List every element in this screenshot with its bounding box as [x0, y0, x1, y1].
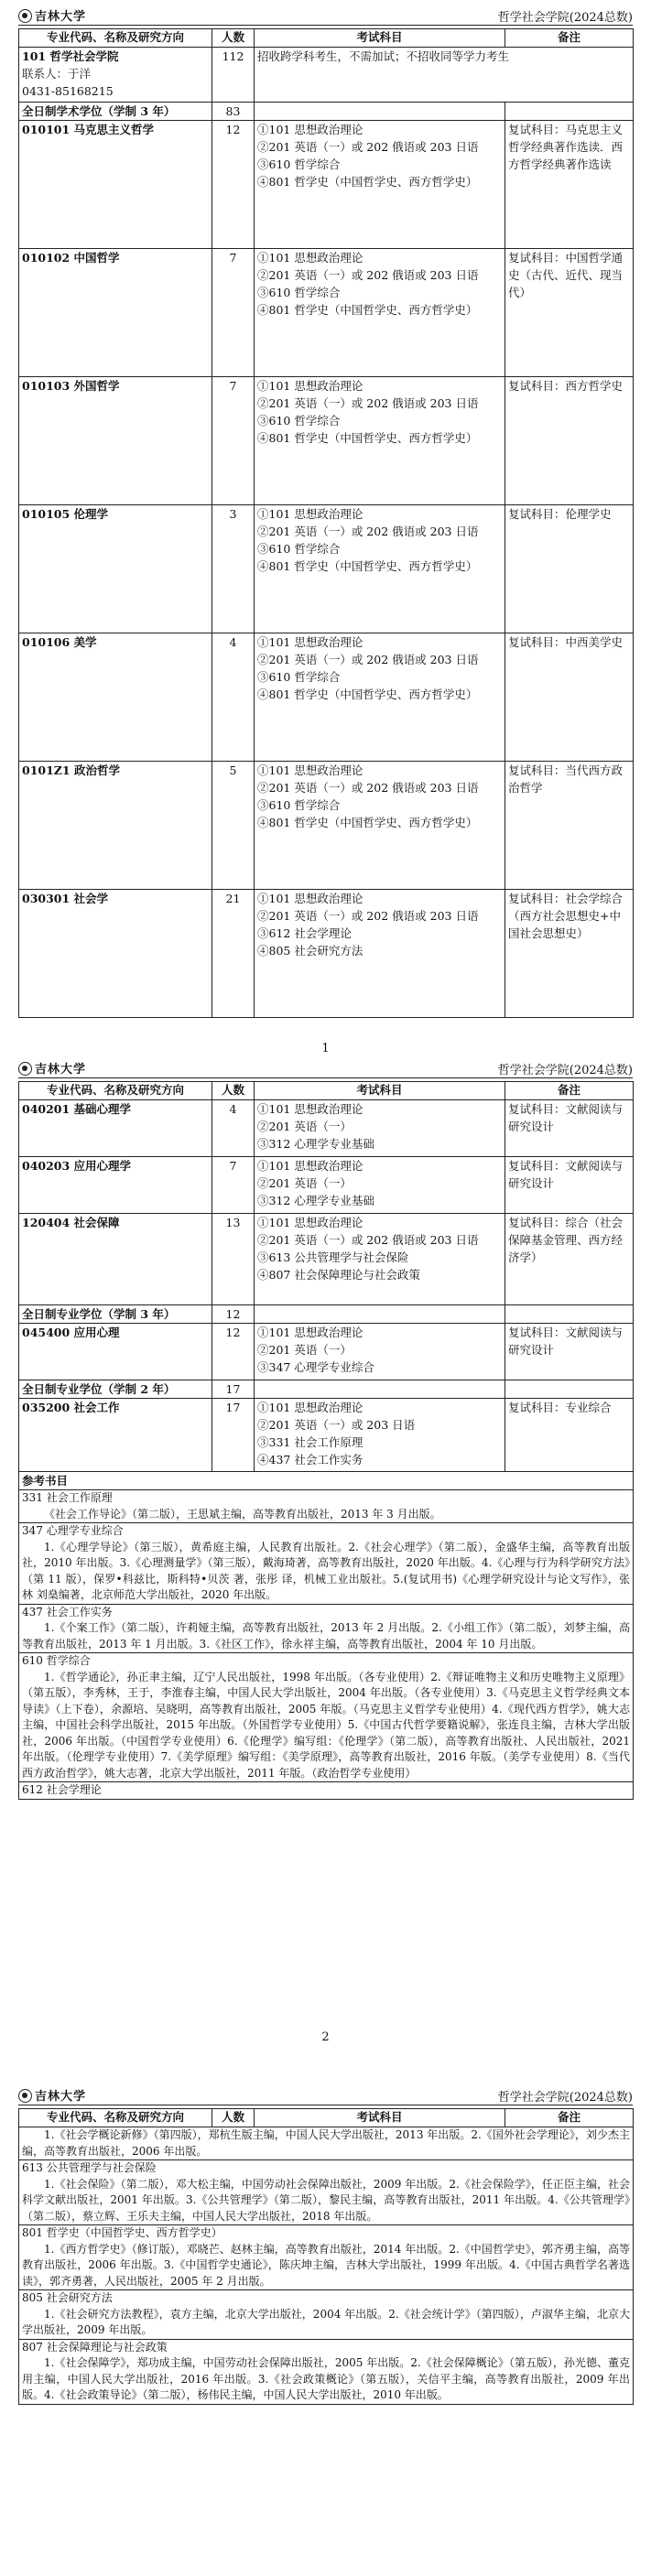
exam-subject: ②201 英语（一）或 202 俄语或 203 日语: [257, 1233, 479, 1247]
exam-subject: ④801 哲学史（中国哲学史、西方哲学史）: [257, 816, 478, 829]
reference-subject: 807 社会保障理论与社会政策: [22, 2340, 168, 2354]
retest-note: 复试科目：专业综合: [505, 1399, 634, 1472]
reference-books: 1.《心理学导论》（第三版），黄希庭主编，人民教育出版社。2.《社会心理学》（第二版），金盛华主编，高等教育出版社，2010 年出版。3.《心理测量学》（第三版），戴海琦著，高等教育出版社，2020 年出版。4.《心理与行为科学研究方法》（第 11 版），保罗•科兹比，斯科特•贝茨 著，张彤 译，机械工业出版社。5.(复试用书)《心理学研究设计与论文写作》，张林 刘燊编著，北京师范大学出版社，2020 年出版。: [22, 1540, 630, 1601]
retest-note: 复试科目：伦理学史: [505, 505, 634, 633]
col-header-subjects: 考试科目: [255, 1082, 505, 1100]
major-code-name: 120404 社会保障: [19, 1214, 212, 1305]
degree-type-label: 全日制学术学位（学制 3 年）: [19, 103, 212, 121]
reference-cell: [19, 2127, 634, 2160]
reference-subject: 612 社会学理论: [22, 1783, 102, 1796]
exam-subjects: [255, 890, 505, 1018]
col-header-count: 人数: [212, 2109, 255, 2127]
exam-subject: ③331 社会工作原理: [257, 1435, 363, 1449]
retest-note: 复试科目：文献阅读与研究设计: [505, 1100, 634, 1157]
exam-subject: ②201 英语（一）或 203 日语: [257, 1418, 416, 1432]
exam-subjects: [255, 633, 505, 762]
degree-type-count: 12: [212, 1305, 255, 1324]
major-code-name: 040201 基础心理学: [19, 1100, 212, 1157]
enrollment-count: 3: [212, 505, 255, 633]
exam-subject: ①101 思想政治理论: [257, 379, 363, 393]
enrollment-count: 7: [212, 1157, 255, 1214]
major-row: [19, 377, 634, 505]
col-header-notes: 备注: [505, 2109, 634, 2127]
exam-subject: ②201 英语（一）或 202 俄语或 203 日语: [257, 396, 479, 410]
exam-subject: ③613 公共管理学与社会保险: [257, 1250, 409, 1264]
exam-subject: ②201 英语（一）: [257, 1176, 352, 1190]
col-header-subjects: 考试科目: [255, 2109, 505, 2127]
exam-subject: ②201 英语（一）或 202 俄语或 203 日语: [257, 525, 479, 538]
exam-subjects: [255, 1157, 505, 1214]
exam-subject: ②201 英语（一）或 202 俄语或 203 日语: [257, 781, 479, 795]
reference-subject: 801 哲学史（中国哲学史、西方哲学史）: [22, 2226, 222, 2239]
major-code-name: 010106 美学: [19, 633, 212, 762]
college-title: 哲学社会学院(2024总数): [497, 11, 633, 25]
contact-person: 联系人：于洋: [22, 67, 92, 81]
college-name: 101 哲学社会学院: [22, 49, 119, 63]
degree-type-row: [19, 1380, 634, 1399]
reference-entry: [19, 2225, 634, 2290]
exam-subjects: [255, 121, 505, 249]
exam-subject: ④805 社会研究方法: [257, 944, 363, 958]
major-code-name: 035200 社会工作: [19, 1399, 212, 1472]
exam-subject: ②201 英语（一）或 202 俄语或 203 日语: [257, 140, 479, 154]
exam-subjects: [255, 377, 505, 505]
exam-subject: ③612 社会学理论: [257, 926, 352, 940]
reference-entry: [19, 2290, 634, 2340]
reference-entry: [19, 1490, 634, 1523]
exam-subject: ②201 英语（一）或 202 俄语或 203 日语: [257, 653, 479, 666]
page-number: 2: [321, 2030, 330, 2044]
exam-subjects: [255, 1399, 505, 1472]
exam-subject: ④801 哲学史（中国哲学史、西方哲学史）: [257, 559, 478, 573]
exam-subject: ②201 英语（一）或 202 俄语或 203 日语: [257, 909, 479, 923]
exam-subject: ②201 英语（一）或 202 俄语或 203 日语: [257, 268, 479, 282]
degree-type-row: [19, 103, 634, 121]
major-row: [19, 762, 634, 890]
exam-subject: ①101 思想政治理论: [257, 1326, 363, 1339]
college-info: [19, 48, 212, 103]
major-row: [19, 121, 634, 249]
exam-subject: ③610 哲学综合: [257, 798, 341, 812]
enrollment-count: 7: [212, 249, 255, 377]
university-logo: 吉林大学: [18, 6, 86, 24]
enrollment-count: 21: [212, 890, 255, 1018]
major-row: [19, 1324, 634, 1380]
reference-books: 1.《社会保险》（第二版），邓大松主编，中国劳动社会保障出版社，2009 年出版。2.《社会保险学》，任正臣主编，社会科学文献出版社，2001 年出版。3.《公共管理学》（第二版），黎民主编，高等教育出版社，2011 年出版。4.《公共管理学》（第二版），蔡立辉、王乐夫主编，中国人民大学出版社，2018 年出版。: [22, 2177, 630, 2223]
seal-icon: [18, 2089, 32, 2103]
admission-table: [18, 1081, 634, 1800]
reference-books: 1.《哲学通论》，孙正聿主编，辽宁人民出版社，1998 年出版。（各专业使用）2.《辩证唯物主义和历史唯物主义原理》（第五版），李秀林，王于，李淮春主编，中国人民大学出版社，2004 年出版。（各专业使用）3.《马克思主义哲学经典文本导读》（上下卷），余源培、吴晓明，高等教育出版社，2005 年版。（马克思主义哲学专业使用）4.《现代西方哲学》，姚大志主编，中国社会科学出版社，2015 年出版。（外国哲学专业使用）5.《中国古代哲学要籍说解》，张连良主编，吉林大学出版社，2006 年出版。（中国哲学专业使用）6.《伦理学》编写组：《伦理学》（第二版），高等教育出版社、人民出版社，2021 年出版。（伦理学专业使用）7.《美学原理》编写组：《美学原理》，高等教育出版社，2016 年版。（美学专业使用）8.《当代西方政治哲学》，姚大志著，北京大学出版社，2011 年版。（政治哲学专业使用）: [22, 1670, 630, 1780]
enrollment-count: 4: [212, 1100, 255, 1157]
exam-subjects: [255, 1324, 505, 1380]
reference-cell: [19, 2225, 634, 2290]
retest-note: 复试科目：中西美学史: [505, 633, 634, 762]
exam-subject: ③610 哲学综合: [257, 670, 341, 684]
exam-subject: ③610 哲学综合: [257, 157, 341, 171]
retest-note: 复试科目：文献阅读与研究设计: [505, 1324, 634, 1380]
retest-note: 复试科目：综合（社会保障基金管理、西方经济学）: [505, 1214, 634, 1305]
college-title: 哲学社会学院(2024总数): [497, 1064, 633, 1077]
enrollment-count: 17: [212, 1399, 255, 1472]
exam-subject: ④807 社会保障理论与社会政策: [257, 1268, 420, 1282]
reference-entry: [19, 2339, 634, 2404]
col-header-count: 人数: [212, 29, 255, 48]
enrollment-count: 5: [212, 762, 255, 890]
exam-subject: ①101 思想政治理论: [257, 1216, 363, 1229]
reference-subject: 331 社会工作原理: [22, 1491, 113, 1504]
enrollment-count: 4: [212, 633, 255, 762]
major-row: [19, 505, 634, 633]
major-row: [19, 1399, 634, 1472]
page-2: [18, 1058, 633, 2044]
major-code-name: 040203 应用心理学: [19, 1157, 212, 1214]
major-code-name: 010105 伦理学: [19, 505, 212, 633]
major-code-name: 010103 外国哲学: [19, 377, 212, 505]
col-header-notes: 备注: [505, 29, 634, 48]
reference-subject: 610 哲学综合: [22, 1654, 91, 1667]
exam-subject: ①101 思想政治理论: [257, 1159, 363, 1173]
degree-type-label: 全日制专业学位（学制 2 年）: [19, 1380, 212, 1399]
enrollment-count: 13: [212, 1214, 255, 1305]
reference-entry: [19, 1523, 634, 1605]
retest-note: 复试科目：文献阅读与研究设计: [505, 1157, 634, 1214]
university-logo: 吉林大学: [18, 2086, 86, 2104]
reference-subject: 437 社会工作实务: [22, 1605, 113, 1618]
page-header: [18, 5, 633, 26]
degree-type-count: 83: [212, 103, 255, 121]
exam-subjects: [255, 762, 505, 890]
exam-subjects: [255, 1100, 505, 1157]
major-code-name: 010102 中国哲学: [19, 249, 212, 377]
exam-subject: ②201 英语（一）: [257, 1343, 352, 1357]
col-header-major: 专业代码、名称及研究方向: [19, 29, 212, 48]
col-header-subjects: 考试科目: [255, 29, 505, 48]
major-code-name: 045400 应用心理: [19, 1324, 212, 1380]
seal-icon: [18, 1062, 32, 1076]
university-logo: 吉林大学: [18, 1059, 86, 1077]
retest-note: 复试科目：西方哲学史: [505, 377, 634, 505]
exam-subject: ③610 哲学综合: [257, 542, 341, 556]
major-row: [19, 1100, 634, 1157]
exam-subject: ④801 哲学史（中国哲学史、西方哲学史）: [257, 431, 478, 445]
major-row: [19, 633, 634, 762]
seal-icon: [18, 9, 32, 23]
col-header-major: 专业代码、名称及研究方向: [19, 2109, 212, 2127]
reference-table: [18, 2108, 634, 2405]
exam-subject: ③610 哲学综合: [257, 286, 341, 299]
college-row: [19, 48, 634, 103]
reference-books: 1.《社会研究方法教程》，袁方主编，北京大学出版社，2004 年出版。2.《社会统计学》（第四版），卢淑华主编，北京大学出版社，2009 年出版。: [22, 2307, 630, 2336]
college-title: 哲学社会学院(2024总数): [497, 2091, 633, 2105]
exam-subject: ③312 心理学专业基础: [257, 1137, 374, 1151]
college-note: 招收跨学科考生，不需加试；不招收同等学力考生: [255, 48, 634, 103]
exam-subjects: [255, 1214, 505, 1305]
exam-subject: ①101 思想政治理论: [257, 635, 363, 649]
degree-type-count: 17: [212, 1380, 255, 1399]
col-header-major: 专业代码、名称及研究方向: [19, 1082, 212, 1100]
page-number: 1: [321, 1042, 330, 1055]
reference-books: 《社会工作导论》（第二版），王思斌主编，高等教育出版社，2013 年 3 月出版。: [44, 1507, 441, 1521]
col-header-count: 人数: [212, 1082, 255, 1100]
reference-subject: 347 心理学专业综合: [22, 1524, 124, 1537]
college-count: 112: [212, 48, 255, 103]
degree-type-row: [19, 1305, 634, 1324]
exam-subject: ④801 哲学史（中国哲学史、西方哲学史）: [257, 175, 478, 189]
exam-subject: ④801 哲学史（中国哲学史、西方哲学史）: [257, 303, 478, 317]
page-3: [18, 2085, 633, 2405]
col-header-notes: 备注: [505, 1082, 634, 1100]
exam-subjects: [255, 505, 505, 633]
page-header: [18, 2085, 633, 2105]
exam-subject: ③610 哲学综合: [257, 414, 341, 428]
degree-type-label: 全日制专业学位（学制 3 年）: [19, 1305, 212, 1324]
page-1: [18, 5, 633, 1055]
exam-subject: ①101 思想政治理论: [257, 892, 363, 905]
enrollment-count: 12: [212, 121, 255, 249]
reference-subject: 613 公共管理学与社会保险: [22, 2161, 157, 2174]
enrollment-count: 7: [212, 377, 255, 505]
table-header-row: [19, 2109, 634, 2127]
major-code-name: 010101 马克思主义哲学: [19, 121, 212, 249]
ref-label-row: [19, 1472, 634, 1490]
retest-note: 复试科目：中国哲学通史（古代、近代、现当代）: [505, 249, 634, 377]
reference-books: 1.《社会保障学》，郑功成主编，中国劳动社会保障出版社，2005 年出版。2.《社会保障概论》（第五版），孙光德、董克用主编，中国人民大学出版社，2016 年出版。3.《社会政策概论》（第五版），关信平主编，高等教育出版社，2009 年出版。4.《社会政策导论》（第二版），杨伟民主编，中国人民大学出版社，2010 年出版。: [22, 2356, 630, 2401]
table-header-row: [19, 1082, 634, 1100]
reference-cell: [19, 2339, 634, 2404]
reference-books-label: 参考书目: [19, 1472, 634, 1490]
reference-cell: [19, 1653, 634, 1782]
reference-entry: [19, 2160, 634, 2225]
exam-subjects: [255, 249, 505, 377]
reference-cell: [19, 2290, 634, 2340]
reference-entry: [19, 1782, 634, 1800]
reference-cell: [19, 1490, 634, 1523]
major-row: [19, 249, 634, 377]
exam-subject: ①101 思想政治理论: [257, 251, 363, 265]
reference-entry: [19, 1653, 634, 1782]
reference-entry: [19, 2127, 634, 2160]
exam-subject: ①101 思想政治理论: [257, 763, 363, 777]
admission-table: [18, 28, 634, 1018]
exam-subject: ③312 心理学专业基础: [257, 1194, 374, 1207]
exam-subject: ①101 思想政治理论: [257, 1102, 363, 1116]
reference-books: 1.《社会学概论新修》（第四版），郑杭生版主编，中国人民大学出版社，2013 年出版。2.《国外社会学理论》，刘少杰主编，高等教育出版社，2006 年出版。: [22, 2128, 630, 2158]
major-row: [19, 1214, 634, 1305]
table-header-row: [19, 29, 634, 48]
major-row: [19, 1157, 634, 1214]
major-row: [19, 890, 634, 1018]
contact-phone: 0431-85168215: [22, 84, 114, 98]
exam-subject: ①101 思想政治理论: [257, 123, 363, 136]
reference-entry: [19, 1604, 634, 1653]
reference-cell: [19, 2160, 634, 2225]
retest-note: 复试科目：马克思主义哲学经典著作选读．西方哲学经典著作选读: [505, 121, 634, 249]
reference-books: 1.《西方哲学史》（修订版），邓晓芒、赵林主编，高等教育出版社，2014 年出版。2.《中国哲学史》，郭齐勇主编，高等教育出版社，2006 年出版。3.《中国哲学史通论》，陈庆坤主编，吉林大学出版社，1999 年出版。4.《中国古典哲学名著选读》，郭齐勇著，人民出版社，2005 年 2 月出版。: [22, 2242, 630, 2288]
enrollment-count: 12: [212, 1324, 255, 1380]
retest-note: 复试科目：当代西方政治哲学: [505, 762, 634, 890]
exam-subject: ①101 思想政治理论: [257, 1401, 363, 1414]
exam-subject: ④437 社会工作实务: [257, 1453, 363, 1467]
exam-subject: ④801 哲学史（中国哲学史、西方哲学史）: [257, 687, 478, 701]
retest-note: 复试科目：社会学综合（西方社会思想史+中国社会思想史）: [505, 890, 634, 1018]
exam-subject: ③347 心理学专业综合: [257, 1360, 374, 1374]
reference-cell: [19, 1782, 634, 1800]
exam-subject: ②201 英语（一）: [257, 1120, 352, 1133]
reference-cell: [19, 1604, 634, 1653]
reference-subject: 805 社会研究方法: [22, 2291, 113, 2304]
major-code-name: 0101Z1 政治哲学: [19, 762, 212, 890]
reference-books: 1.《个案工作》（第二版），许莉娅主编，高等教育出版社，2013 年 2 月出版。2.《小组工作》（第二版），刘梦主编，高等教育出版社，2013 年 1 月出版。3.《社区工作》，徐永祥主编，高等教育出版社，2004 年 10 月出版。: [22, 1621, 630, 1651]
major-code-name: 030301 社会学: [19, 890, 212, 1018]
reference-cell: [19, 1523, 634, 1605]
page-header: [18, 1058, 633, 1078]
exam-subject: ①101 思想政治理论: [257, 507, 363, 521]
